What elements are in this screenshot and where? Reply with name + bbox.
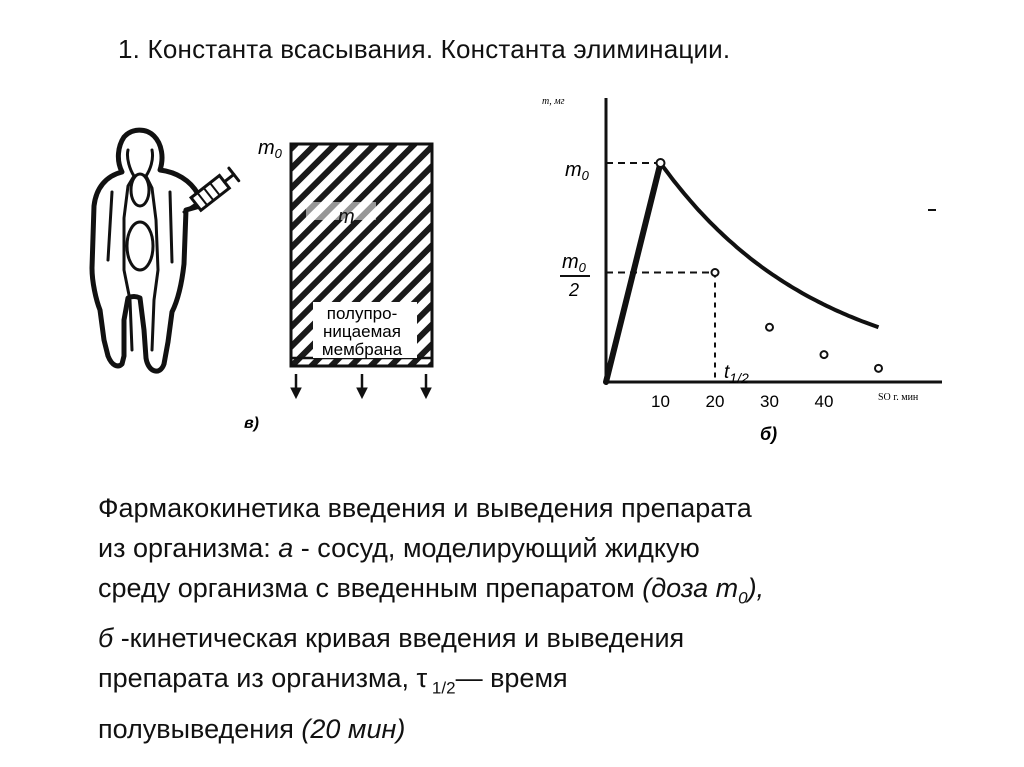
membrane-line-2: ницаемая <box>323 322 401 341</box>
y-axis-label: m, мг <box>542 96 565 107</box>
vessel-diagram <box>244 137 432 432</box>
kinetic-chart <box>542 96 942 444</box>
data-point <box>821 351 828 358</box>
x-ticks <box>651 392 833 411</box>
figure-caption <box>98 488 968 749</box>
vessel-level-label: $m_0$ <box>258 137 282 161</box>
x-tick-label: 30 <box>760 392 779 411</box>
t-half-label: $t_{1/2}$ <box>724 362 749 386</box>
curve-layer <box>606 159 882 382</box>
half-m0-denominator: 2 <box>569 280 580 300</box>
data-point <box>657 159 665 167</box>
figure-a-label: в) <box>244 415 259 432</box>
caption-line-4: б -кинетическая кривая введения и выведения <box>98 623 685 654</box>
vessel-inner-label: m <box>338 206 355 228</box>
x-tick-label: 20 <box>705 392 725 411</box>
membrane-line-3: мембрана <box>321 340 403 359</box>
slide-title: 1. Константа всасывания. Константа элиминации. <box>118 34 731 64</box>
data-point <box>766 324 773 331</box>
figure-b-label: б) <box>760 424 778 444</box>
rise-line <box>606 163 661 382</box>
caption-line-2: из организма: а - сосуд, моделирующий жидкую <box>98 533 700 563</box>
x-axis-label: SO г. мин <box>878 392 919 403</box>
human-body-icon <box>92 130 200 371</box>
caption-line-5: препарата из организма, τ $_{1/2}$— время <box>98 663 568 698</box>
half-m0-numerator: $m_0$ <box>562 251 586 275</box>
caption-line-3: среду организма с введенным препаратом (доза $m_0$), <box>98 573 765 608</box>
syringe-icon <box>184 168 239 212</box>
data-point <box>712 269 719 276</box>
caption-line-6: полувыведения (20 мин) <box>98 713 406 744</box>
x-tick-label: 40 <box>814 392 834 411</box>
outflow-arrows <box>291 374 431 398</box>
m0-label: $m_0$ <box>565 159 589 183</box>
x-tick-label: 10 <box>651 392 670 411</box>
membrane-line-1: полупро- <box>326 304 398 323</box>
decay-curve <box>661 163 879 327</box>
caption-line-1: Фармакокинетика введения и выведения препарата <box>98 493 752 523</box>
data-point <box>875 365 882 372</box>
